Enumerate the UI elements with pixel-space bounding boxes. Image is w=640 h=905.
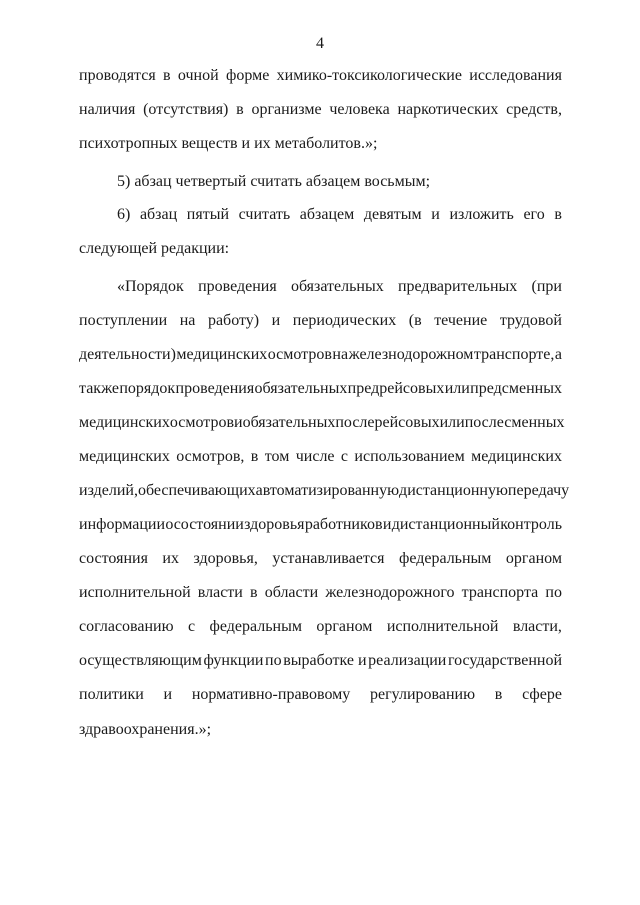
- word: здоровья: [244, 516, 305, 533]
- word: нормативно-правовому: [191, 686, 351, 703]
- word: химико-токсикологические: [276, 67, 462, 84]
- text-line: психотропных веществ и их метаболитов.»;: [79, 135, 378, 152]
- word: осмотров: [169, 414, 234, 431]
- word: федеральным: [209, 618, 302, 635]
- text-line: [79, 581, 562, 605]
- word: обязательных: [242, 414, 336, 431]
- word: послерейсовых: [335, 414, 440, 431]
- word: контроль: [500, 516, 562, 533]
- word: также: [79, 380, 120, 397]
- word: проведения: [198, 278, 277, 295]
- word: регулированию: [370, 686, 476, 703]
- word: медицинских: [471, 448, 562, 465]
- word: автоматизированную: [255, 482, 400, 499]
- word: медицинских: [79, 448, 170, 465]
- word: с: [340, 448, 349, 465]
- word: поступлении: [79, 312, 168, 329]
- word: предрейсовых: [347, 380, 445, 397]
- word: проведения: [175, 380, 255, 397]
- word: работу): [207, 312, 260, 329]
- word: в: [494, 686, 503, 703]
- word: средств,: [506, 101, 562, 118]
- word: осуществляющим: [79, 652, 202, 669]
- word: изложить: [449, 206, 514, 223]
- text-line: [79, 649, 562, 673]
- word: дистанционную: [399, 482, 508, 499]
- word: в: [163, 67, 171, 84]
- word: транспорте,: [473, 346, 555, 363]
- word: области: [264, 584, 319, 601]
- word: в: [250, 584, 258, 601]
- word: власти,: [512, 618, 562, 635]
- text-line: [79, 411, 565, 435]
- word: железнодорожного: [325, 584, 455, 601]
- word: изделий,: [79, 482, 138, 499]
- word: порядок: [119, 380, 176, 397]
- word: реализации: [368, 652, 447, 669]
- word: власти: [197, 584, 243, 601]
- text-line: следующей редакции:: [79, 240, 230, 257]
- word: «Порядок: [117, 278, 184, 295]
- word: на: [179, 312, 196, 329]
- text-line: [79, 683, 562, 707]
- word: и: [234, 414, 243, 431]
- word: медицинских: [79, 414, 170, 431]
- word: форме: [225, 67, 270, 84]
- word: 6): [117, 206, 131, 223]
- word: и: [163, 686, 173, 703]
- word: железнодорожном: [348, 346, 474, 363]
- word: наличия: [79, 101, 136, 118]
- word: предварительных: [397, 278, 518, 295]
- word: согласованию: [79, 618, 174, 635]
- word: обязательных: [290, 278, 384, 295]
- word: органом: [505, 550, 562, 567]
- word: (отсутствия): [143, 101, 229, 118]
- word: осмотров: [267, 346, 332, 363]
- word: человека: [329, 101, 390, 118]
- word: течение: [434, 312, 488, 329]
- word: (в: [408, 312, 422, 329]
- text-line: [79, 547, 562, 571]
- word: а: [554, 346, 562, 363]
- word: трудовой: [499, 312, 562, 329]
- word: или: [439, 414, 465, 431]
- word: деятельности): [79, 346, 176, 363]
- text-line: [117, 275, 562, 299]
- word: состояния: [79, 550, 148, 567]
- word: в: [236, 101, 244, 118]
- word: по: [545, 584, 562, 601]
- text-line: [117, 203, 562, 227]
- word: том: [264, 448, 290, 465]
- word: государственной: [447, 652, 562, 669]
- word: с: [187, 618, 196, 635]
- word: по: [265, 652, 282, 669]
- word: проводятся: [79, 67, 156, 84]
- word: исследования: [469, 67, 562, 84]
- text-line: [79, 377, 562, 401]
- word: очной: [177, 67, 219, 84]
- word: органом: [316, 618, 373, 635]
- word: использованием: [354, 448, 465, 465]
- text-line: [79, 98, 562, 122]
- word: их: [162, 550, 179, 567]
- word: медицинских: [176, 346, 268, 363]
- text-line: [79, 615, 562, 639]
- text-line: 5) абзац четвертый считать абзацем восьмым;: [117, 173, 431, 190]
- word: работников: [304, 516, 383, 533]
- word: здоровья,: [193, 550, 258, 567]
- word: политики: [79, 686, 144, 703]
- word: и: [382, 516, 392, 533]
- word: организме: [251, 101, 322, 118]
- word: о: [165, 516, 174, 533]
- text-line: [79, 309, 562, 333]
- word: устанавливается: [272, 550, 385, 567]
- word: послесменных: [464, 414, 565, 431]
- word: состоянии: [173, 516, 244, 533]
- word: его: [523, 206, 545, 223]
- word: абзац: [139, 206, 178, 223]
- word: транспорта: [461, 584, 539, 601]
- word: девятым: [363, 206, 422, 223]
- word: обязательных: [254, 380, 348, 397]
- word: функции: [203, 652, 264, 669]
- word: считать: [238, 206, 291, 223]
- word: периодических: [292, 312, 397, 329]
- word: выработке и: [283, 652, 367, 669]
- word: (при: [531, 278, 562, 295]
- text-line: [79, 64, 562, 88]
- word: и: [431, 206, 440, 223]
- word: исполнительной: [79, 584, 191, 601]
- word: информации: [79, 516, 166, 533]
- word: исполнительной: [386, 618, 499, 635]
- word: наркотических: [397, 101, 499, 118]
- word: абзацем: [299, 206, 355, 223]
- text-line: [79, 343, 562, 367]
- word: передачу: [507, 482, 570, 499]
- word: в: [554, 206, 562, 223]
- word: пятый: [186, 206, 230, 223]
- word: обеспечивающих: [137, 482, 256, 499]
- page-number: 4: [316, 35, 324, 52]
- word: федеральным: [398, 550, 492, 567]
- word: дистанционный: [391, 516, 500, 533]
- word: предсменных: [470, 380, 562, 397]
- text-line: здравоохранения.»;: [79, 721, 212, 738]
- word: сфере: [522, 686, 562, 703]
- word: или: [444, 380, 470, 397]
- text-line: [79, 479, 570, 503]
- word: осмотров,: [176, 448, 245, 465]
- text-line: [79, 513, 562, 537]
- word: в: [250, 448, 259, 465]
- word: на: [332, 346, 349, 363]
- word: и: [271, 312, 281, 329]
- word: числе: [295, 448, 335, 465]
- text-line: [79, 445, 562, 469]
